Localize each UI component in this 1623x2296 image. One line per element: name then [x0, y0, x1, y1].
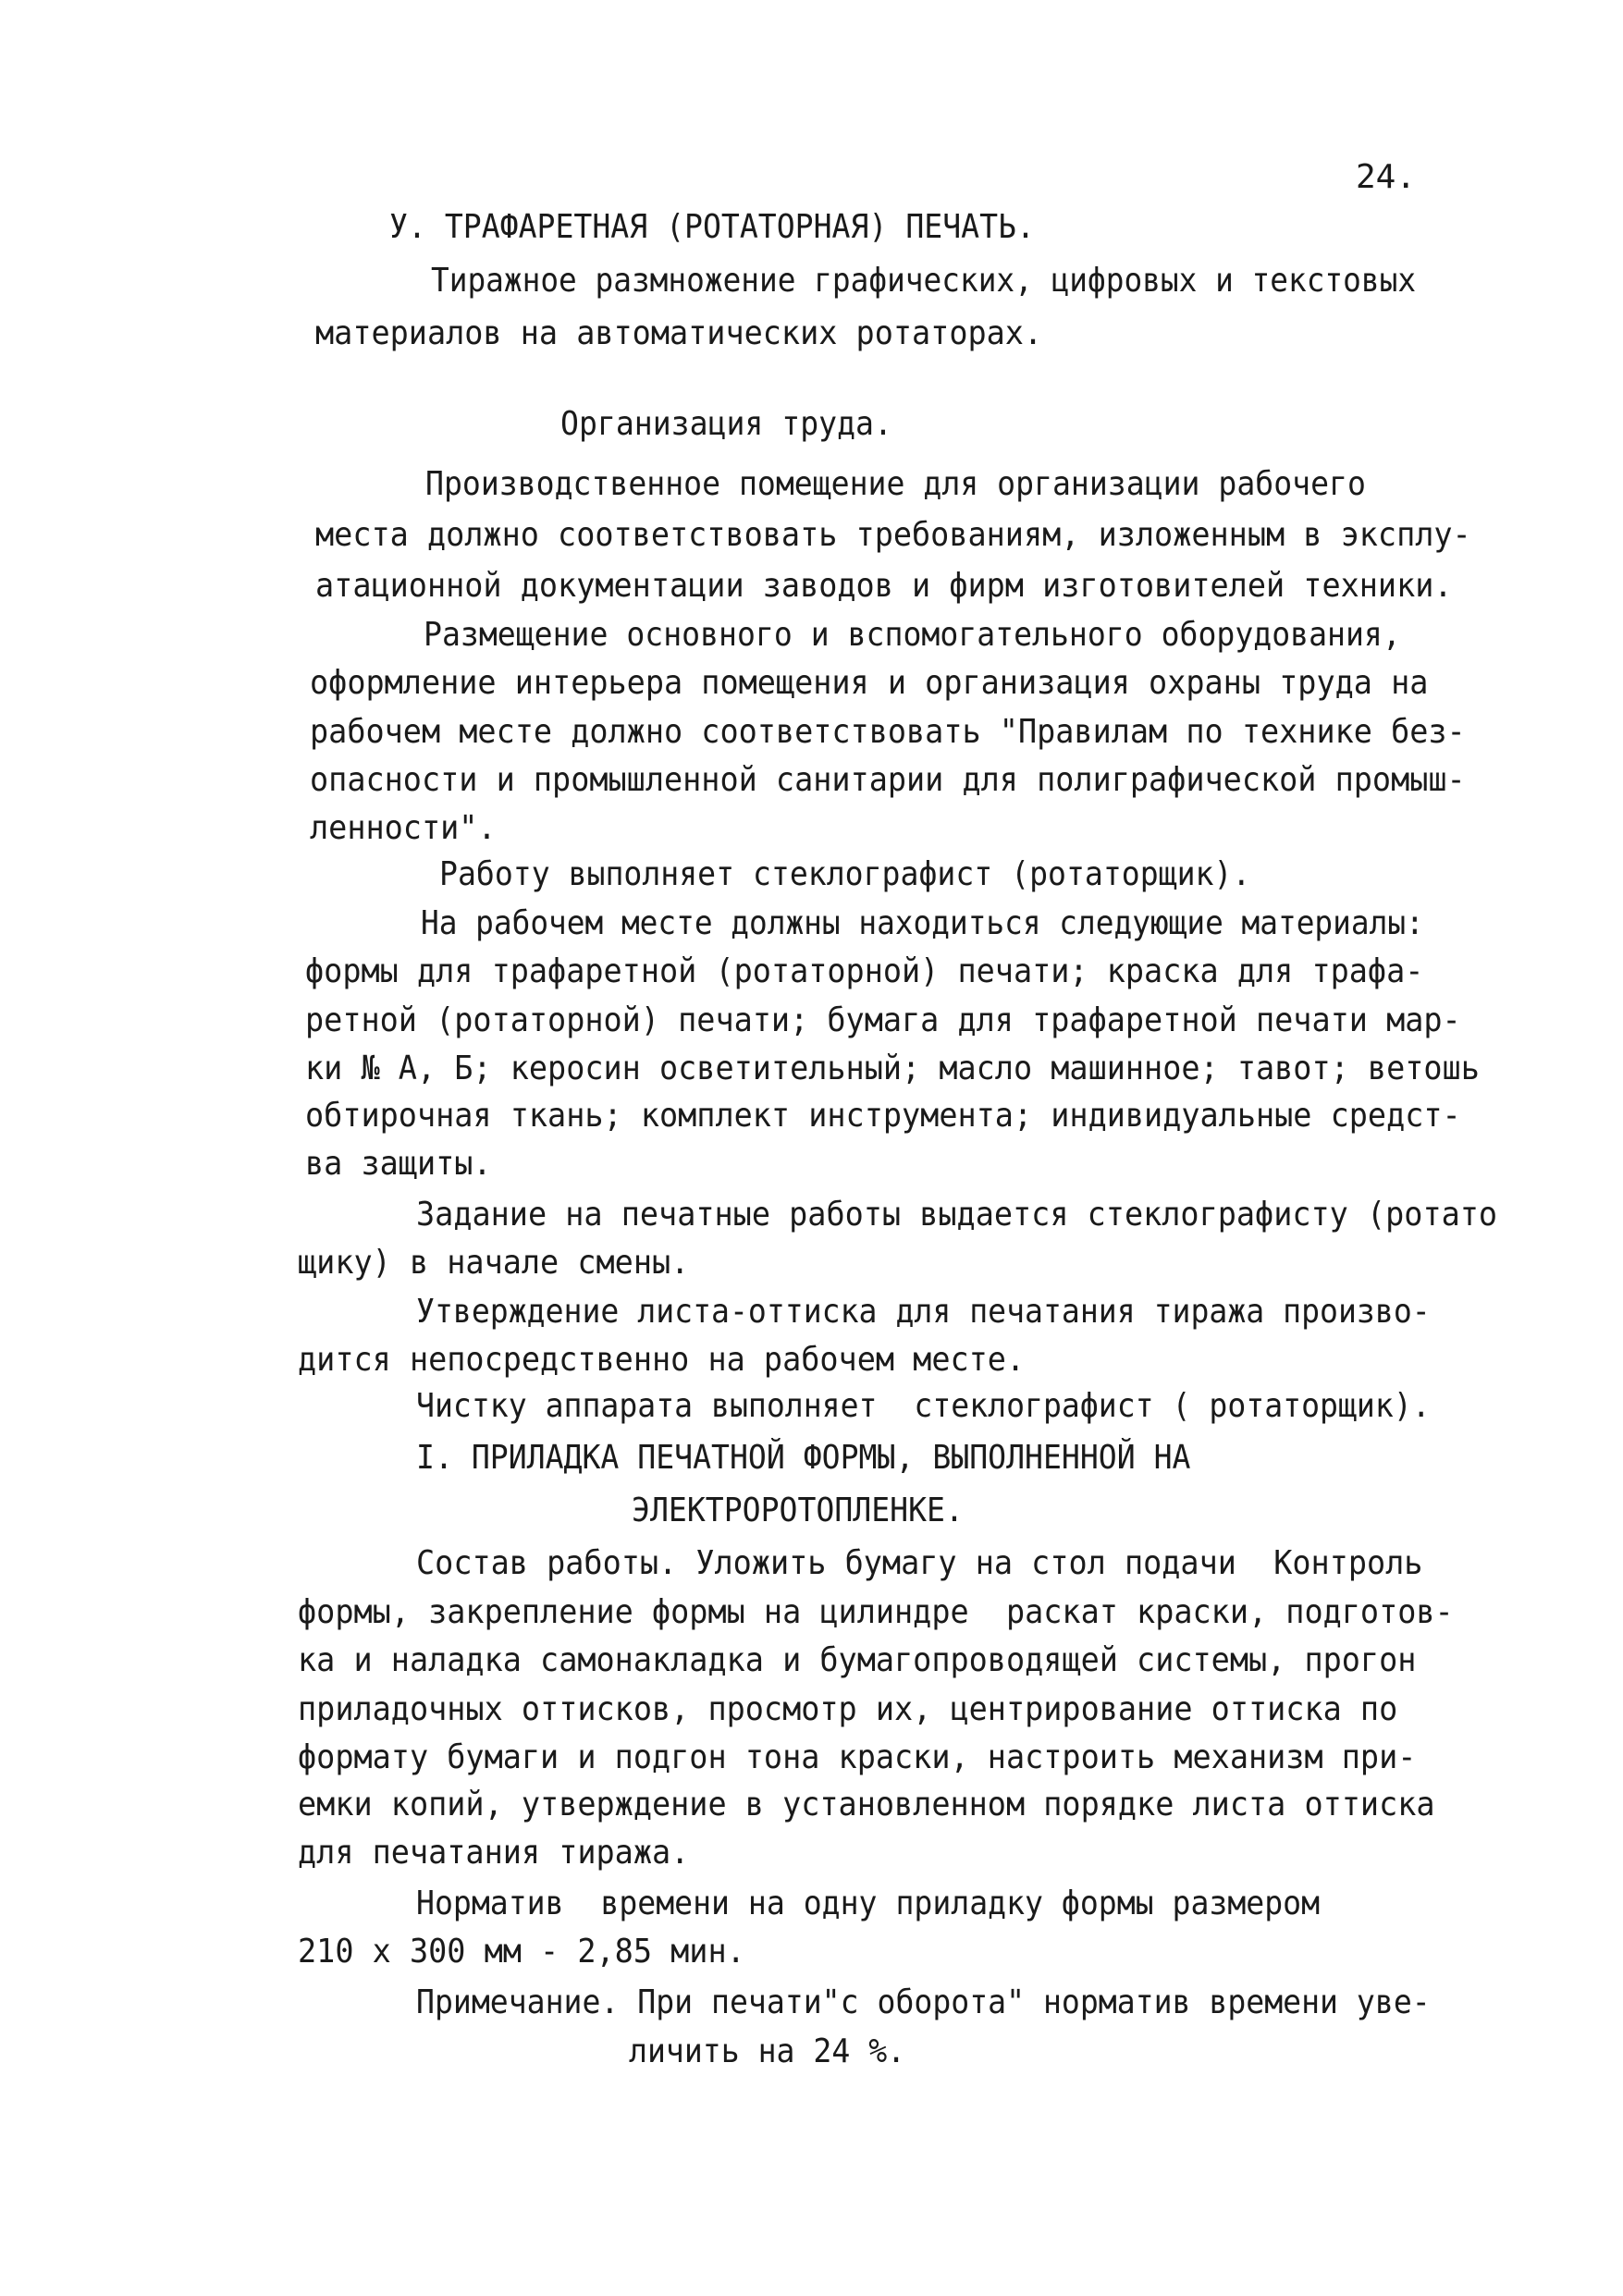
intro-line: материалов на автоматических ротаторах.	[315, 314, 1043, 352]
body-line: На рабочем месте должны находиться следующие материалы:	[421, 904, 1424, 942]
work-line: для печатания тиража.	[298, 1834, 690, 1872]
work-line: емки копий, утверждение в установленном порядке листа оттиска	[298, 1786, 1435, 1823]
body-line: щику) в начале смены.	[298, 1244, 690, 1282]
subtitle: Организация труда.	[560, 405, 892, 443]
work-line: ка и наладка самонакладка и бумагопроводящей системы, прогон	[298, 1641, 1417, 1679]
body-line: Задание на печатные работы выдается стеклографисту (ротато	[416, 1196, 1498, 1234]
body-line: ва защиты.	[305, 1145, 492, 1183]
body-line: формы для трафаретной (ротаторной) печати; краска для трафа-	[305, 952, 1424, 990]
body-line: Размещение основного и вспомогательного оборудования,	[424, 616, 1401, 654]
subsection-title: ЭЛЕКТРОРОТОПЛЕНКЕ.	[632, 1492, 964, 1529]
work-line: Состав работы. Уложить бумагу на стол подачи Контроль	[416, 1544, 1423, 1582]
norm-line: 210 x 300 мм - 2,85 мин.	[298, 1933, 745, 1971]
body-line: ленности".	[310, 809, 497, 847]
body-line: опасности и промышленной санитарии для полиграфической промыш-	[310, 761, 1466, 799]
body-line: атационной документации заводов и фирм изготовителей техники.	[315, 567, 1453, 605]
subsection-title: I. ПРИЛАДКА ПЕЧАТНОЙ ФОРМЫ, ВЫПОЛНЕННОЙ НА	[416, 1439, 1191, 1477]
body-line: Работу выполняет стеклографист (ротаторщик).	[439, 855, 1251, 893]
page-number: 24.	[1356, 158, 1417, 196]
body-line: ки № А, Б; керосин осветительный; масло машинное; тавот; ветошь	[305, 1050, 1480, 1087]
work-line: формату бумаги и подгон тона краски, настроить механизм при-	[298, 1738, 1417, 1776]
body-line: оформление интерьера помещения и организация охраны труда на	[310, 664, 1429, 702]
body-line: Утверждение листа-оттиска для печатания тиража произво-	[416, 1293, 1431, 1331]
work-line: формы, закрепление формы на цилиндре раскат краски, подготов-	[298, 1593, 1454, 1631]
note-line: личить на 24 %.	[629, 2032, 906, 2070]
section-title: У. ТРАФАРЕТНАЯ (РОТАТОРНАЯ) ПЕЧАТЬ.	[389, 208, 1035, 246]
body-line: обтирочная ткань; комплект инструмента; индивидуальные средст-	[305, 1097, 1461, 1135]
body-line: Чистку аппарата выполняет стеклографист ( ротаторщик).	[416, 1387, 1431, 1425]
body-line: дится непосредственно на рабочем месте.	[298, 1341, 1026, 1379]
norm-line: Норматив времени на одну приладку формы размером	[416, 1885, 1321, 1922]
work-line: приладочных оттисков, просмотр их, центрирование оттиска по	[298, 1690, 1398, 1728]
body-line: места должно соответствовать требованиям, изложенным в эксплу-	[315, 516, 1471, 554]
intro-line: Тиражное размножение графических, цифровых и текстовых	[431, 262, 1417, 300]
body-line: Производственное помещение для организации рабочего	[425, 465, 1366, 503]
body-line: ретной (ротаторной) печати; бумага для трафаретной печати мар-	[305, 1001, 1461, 1039]
body-line: рабочем месте должно соответствовать "Правилам по технике без-	[310, 713, 1466, 751]
note-line: Примечание. При печати"с оборота" норматив времени уве-	[416, 1983, 1431, 2021]
